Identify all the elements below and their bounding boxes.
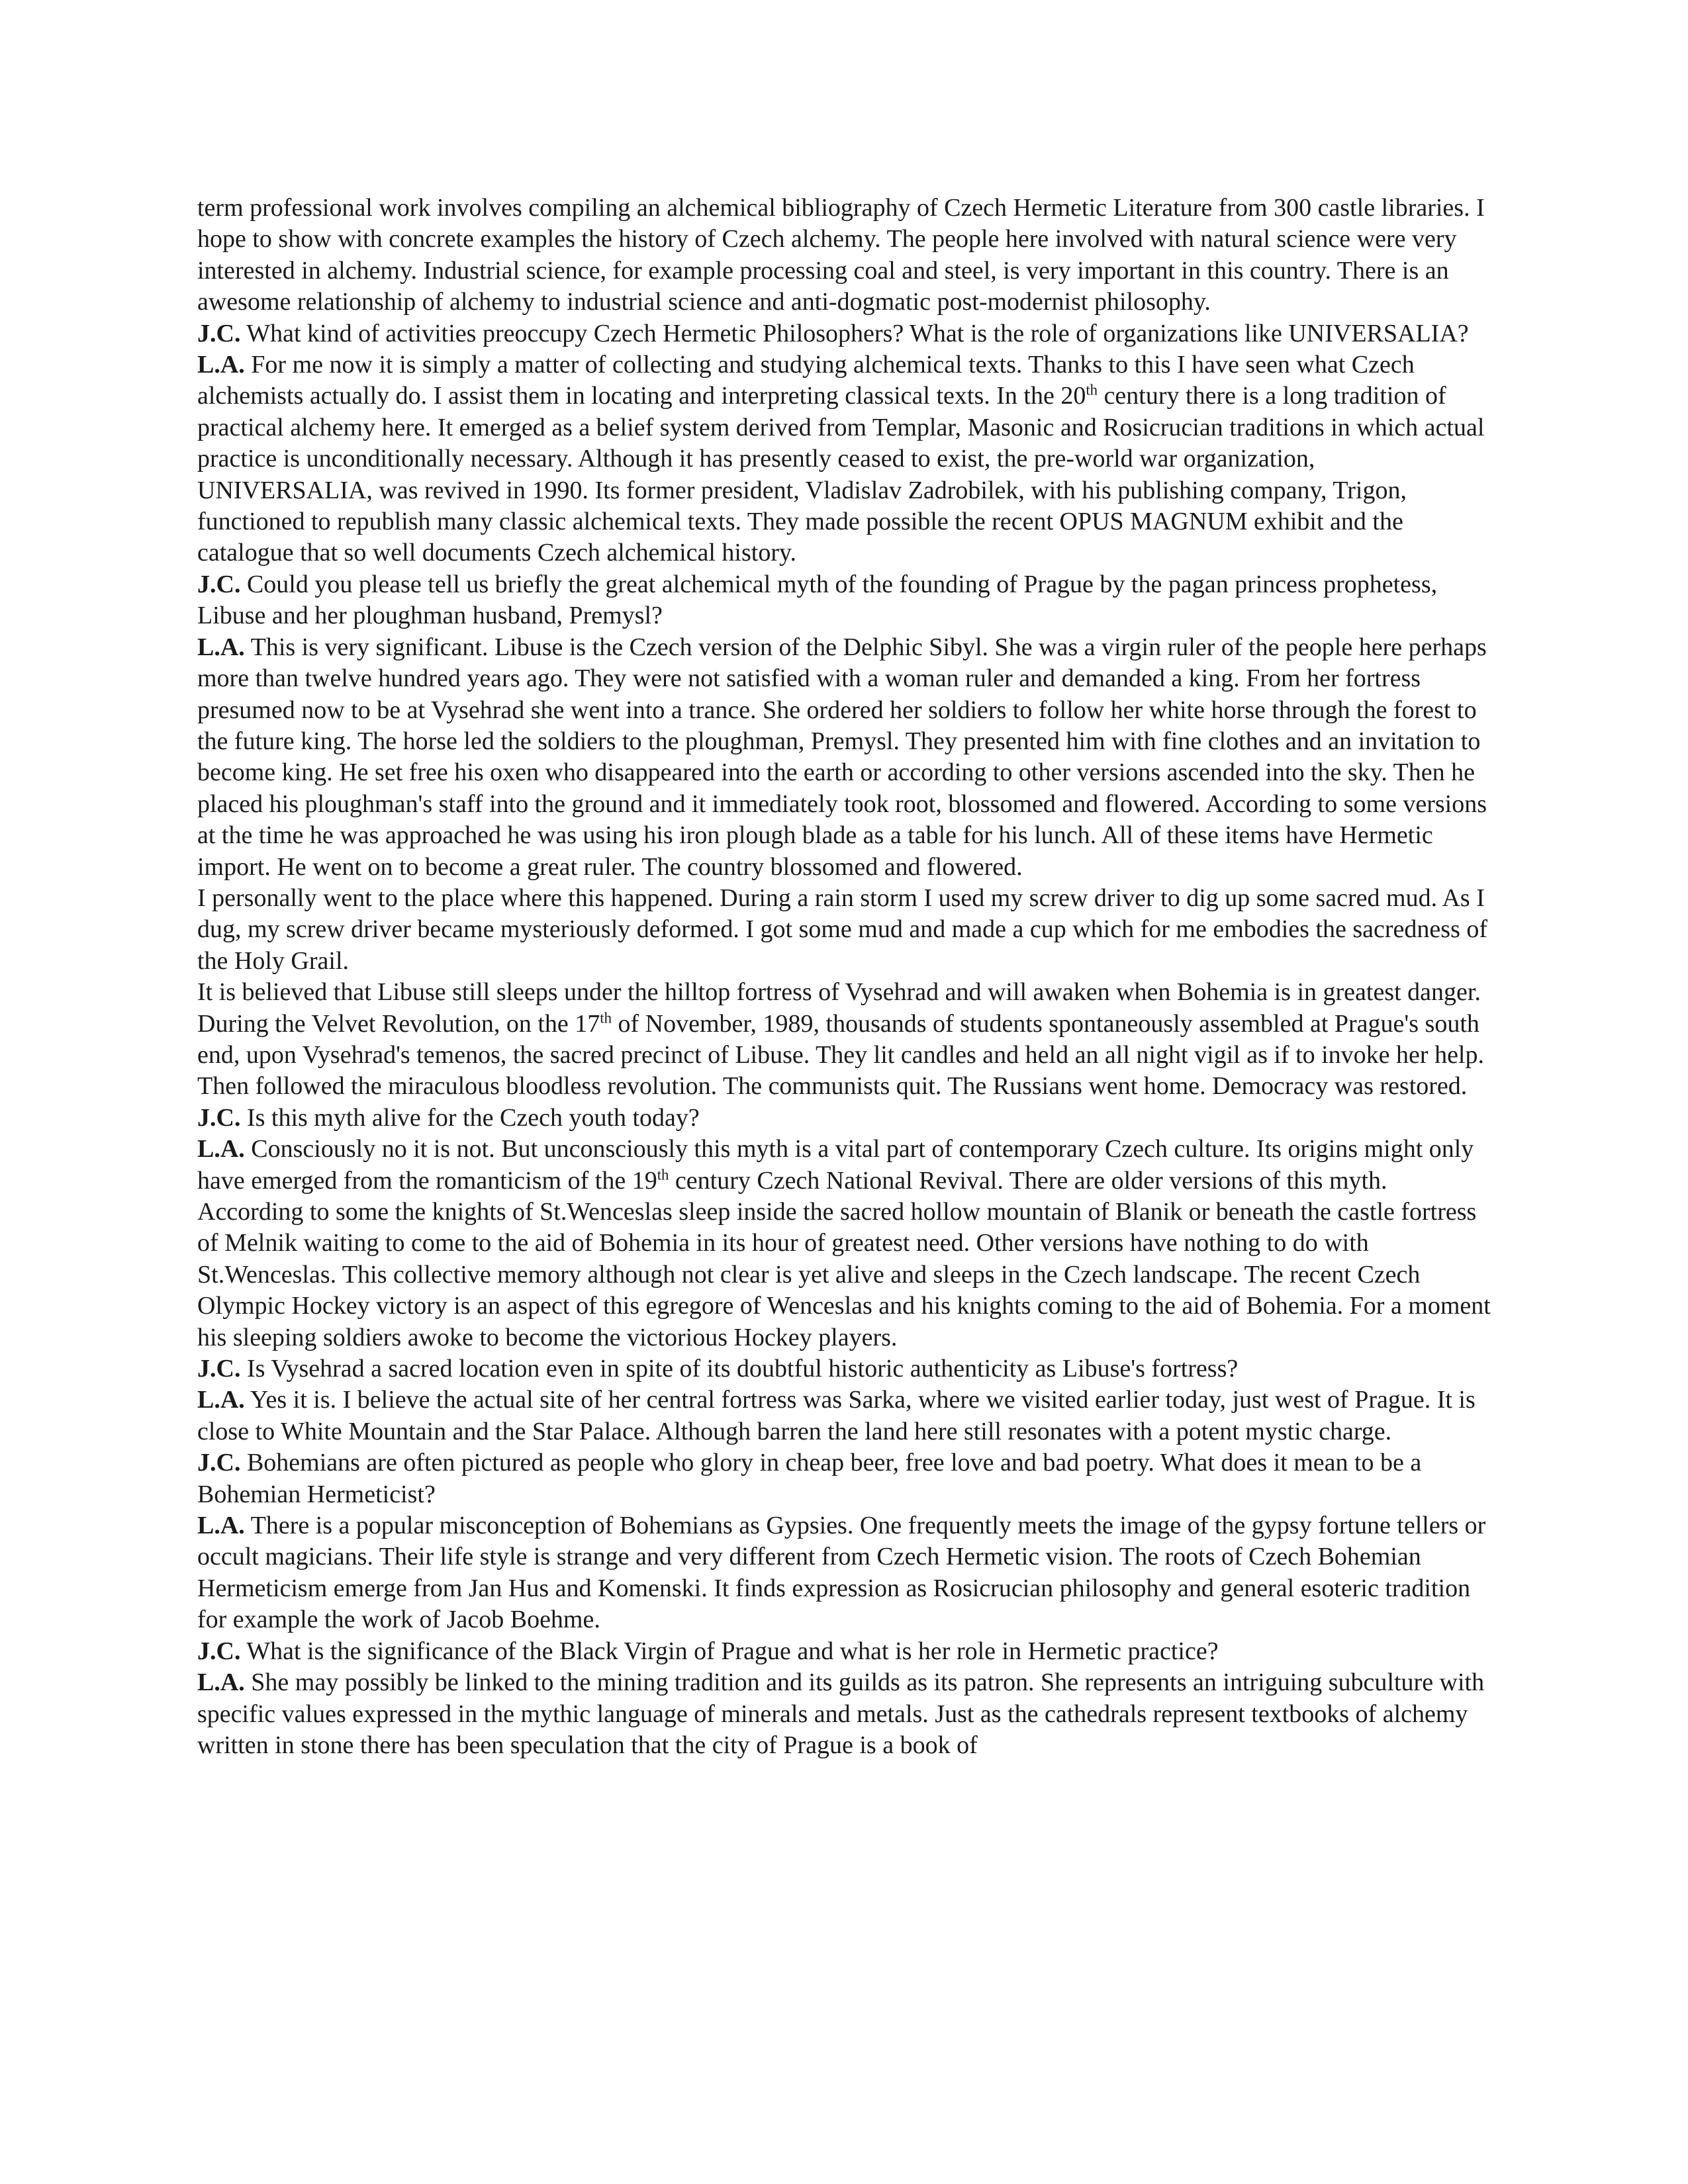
answer-paragraph: L.A. For me now it is simply a matter of collecting and studying alchemical texts. Thanks to this I have seen what Czech alchemists actually do. I assist them in locating and interpreting classical texts. In the 20th century there is a long tradition of practical alchemy here. It emerged as a belief system derived from Templar, Masonic and Rosicrucian traditions in which actual practice is unconditionally necessary. Although it has presently ceased to exist, the pre-world war organization, UNIVERSALIA, was revived in 1990. Its former president, Vladislav Zadrobilek, with his publishing company, Trigon, functioned to republish many classic alchemical texts. They made possible the recent OPUS MAGNUM exhibit and the catalogue that so well documents Czech alchemical history. <box>197 351 1485 567</box>
speaker-label: L.A. <box>197 1668 245 1697</box>
answer-paragraph: L.A. Yes it is. I believe the actual site of her central fortress was Sarka, where we visited earlier today, just west of Prague. It is close to White Mountain and the Star Palace. Although barren the land here still resonates with a potent mystic charge. <box>197 1386 1476 1445</box>
speaker-label: L.A. <box>197 351 245 379</box>
ordinal-suffix: th <box>657 1165 669 1183</box>
speaker-label: L.A. <box>197 1386 245 1414</box>
answer-paragraph: L.A. This is very significant. Libuse is the Czech version of the Delphic Sibyl. She was a virgin ruler of the people here perhaps more than twelve hundred years ago. They were not satisfied with a woman ruler and demanded a king. From her fortress presumed now to be at Vysehrad she went into a trance. She ordered her soldiers to follow her white horse through the forest to the future king. The horse led the soldiers to the ploughman, Premysl. They presented him with fine clothes and an invitation to become king. He set free his oxen who disappeared into the earth or according to other versions ascended into the sky. Then he placed his ploughman's staff into the ground and it immediately took root, blossomed and flowered. According to some versions at the time he was approached he was using his iron plough blade as a table for his lunch. All of these items have Hermetic import. He went on to become a great ruler. The country blossomed and flowered. <box>197 633 1487 881</box>
paragraph: term professional work involves compiling an alchemical bibliography of Czech Hermetic Literature from 300 castle libraries. I hope to show with concrete examples the history of Czech alchemy. The people here involved with natural science were very interested in alchemy. Industrial science, for example processing coal and steel, is very important in this country. There is an awesome relationship of alchemy to industrial science and anti-dogmatic post-modernist philosophy. <box>197 194 1485 316</box>
speaker-label: J.C. <box>197 1637 241 1665</box>
ordinal-suffix: th <box>1086 381 1098 398</box>
speaker-label: J.C. <box>197 1355 241 1383</box>
question-paragraph: J.C. What kind of activities preoccupy Czech Hermetic Philosophers? What is the role of organizations like UNIVERSALIA? <box>197 319 1469 347</box>
answer-paragraph: L.A. There is a popular misconception of Bohemians as Gypsies. One frequently meets the image of the gypsy fortune tellers or occult magicians. Their life style is strange and very different from Czech Hermetic vision. The roots of Czech Bohemian Hermeticism emerge from Jan Hus and Komenski. It finds expression as Rosicrucian philosophy and general esoteric tradition for example the work of Jacob Boehme. <box>197 1512 1486 1634</box>
speaker-label: J.C. <box>197 1449 241 1477</box>
question-paragraph: J.C. What is the significance of the Black Virgin of Prague and what is her role in Hermetic practice? <box>197 1637 1219 1665</box>
answer-paragraph: L.A. Consciously no it is not. But unconsciously this myth is a vital part of contemporary Czech culture. Its origins might only have emerged from the romanticism of the 19th century Czech National Revival. There are older versions of this myth. According to some the knights of St.Wenceslas sleep inside the sacred hollow mountain of Blanik or beneath the castle fortress of Melnik waiting to come to the aid of Bohemia in its hour of greatest need. Other versions have nothing to do with St.Wenceslas. This collective memory although not clear is yet alive and sleeps in the Czech landscape. The recent Czech Olympic Hockey victory is an aspect of this egregore of Wenceslas and his knights coming to the aid of Bohemia. For a moment his sleeping soldiers awoke to become the victorious Hockey players. <box>197 1135 1491 1351</box>
speaker-label: L.A. <box>197 633 245 661</box>
question-paragraph: J.C. Is this myth alive for the Czech youth today? <box>197 1103 700 1132</box>
paragraph: I personally went to the place where this happened. During a rain storm I used my screw driver to dig up some sacred mud. As I dug, my screw driver became mysteriously deformed. I got some mud and made a cup which for me embodies the sacredness of the Holy Grail. <box>197 884 1488 975</box>
speaker-label: J.C. <box>197 570 241 598</box>
question-paragraph: J.C. Could you please tell us briefly the great alchemical myth of the founding of Prague by the pagan princess prophetess, Libuse and her ploughman husband, Premysl? <box>197 570 1438 630</box>
speaker-label: L.A. <box>197 1512 245 1540</box>
question-paragraph: J.C. Bohemians are often pictured as people who glory in cheap beer, free love and bad poetry. What does it mean to be a Bohemian Hermeticist? <box>197 1449 1422 1508</box>
speaker-label: L.A. <box>197 1135 245 1163</box>
speaker-label: J.C. <box>197 319 241 347</box>
answer-paragraph: L.A. She may possibly be linked to the mining tradition and its guilds as its patron. She represents an intriguing subculture with specific values expressed in the mythic language of minerals and metals. Just as the cathedrals represent textbooks of alchemy written in stone there has been speculation that the city of Prague is a book of <box>197 1668 1485 1759</box>
document-page <box>197 193 1495 1761</box>
ordinal-suffix: th <box>600 1009 612 1026</box>
paragraph: It is believed that Libuse still sleeps under the hilltop fortress of Vysehrad and will awaken when Bohemia is in greatest danger. During the Velvet Revolution, on the 17th of November, 1989, thousands of students spontaneously assembled at Prague's south end, upon Vysehrad's temenos, the sacred precinct of Libuse. They lit candles and held an all night vigil as if to invoke her help. Then followed the miraculous bloodless revolution. The communists quit. The Russians went home. Democracy was restored. <box>197 978 1484 1101</box>
speaker-label: J.C. <box>197 1103 241 1132</box>
question-paragraph: J.C. Is Vysehrad a sacred location even in spite of its doubtful historic authenticity as Libuse's fortress? <box>197 1355 1239 1383</box>
